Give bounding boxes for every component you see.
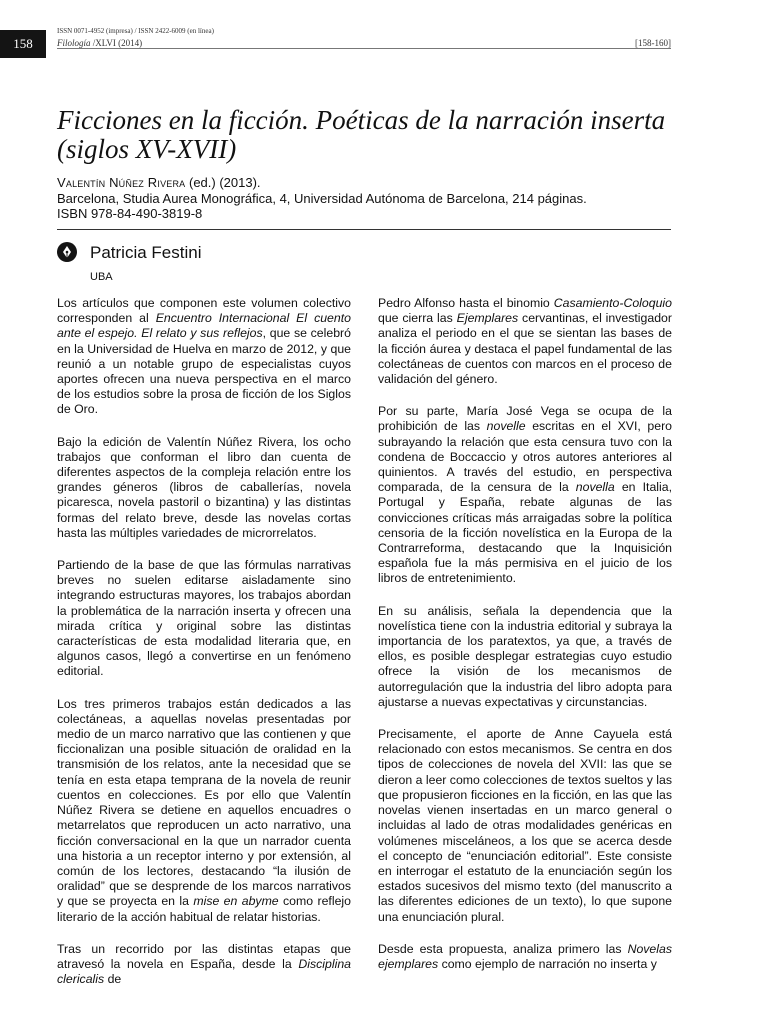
reference-author-line	[57, 175, 677, 191]
book-isbn: ISBN 978-84-490-3819-8	[57, 206, 203, 221]
journal-issue: /XLVI (2014)	[90, 38, 143, 48]
paragraph: Tras un recorrido por las distintas etapas que atravesó la novela en España, desde la Disciplina clericalis de	[57, 941, 351, 987]
header-divider	[57, 48, 671, 49]
body-column-left	[57, 296, 351, 1004]
reference-divider	[57, 229, 671, 230]
review-title: Ficciones en la ficción. Poéticas de la narración inserta (siglos XV-XVII)	[57, 105, 666, 164]
body-column-right	[378, 296, 672, 989]
paragraph: Bajo la edición de Valentín Núñez Rivera, los ocho trabajos que conforman el libro dan cuenta de diferentes aspectos de la compleja relación entre los grandes géneros (libros de caballerías, novela picaresca, novela pastoril o bizantina) y las distintas formas del relato breve, desde las novelas cortas hasta las múltiples variedades de microrrelatos.	[57, 434, 351, 540]
reviewer-name: Patricia Festini	[90, 243, 202, 262]
book-publication: Barcelona, Studia Aurea Monográfica, 4, Universidad Autónoma de Barcelona, 214 páginas.	[57, 190, 587, 206]
paragraph: Los tres primeros trabajos están dedicados a las colectáneas, a aquellas novelas presentadas por medio de un marco narrativo que las contienen y que ficcionalizan una posible situación de oralidad en la transmisión de los relatos, ante la necesidad que se tenía en esta etapa temprana de la novela de reunir cuentos en colecciones. Es por ello que Valentín Núñez Rivera se detiene en aquellos encuadres o metarrelatos que reproducen un acto narrativo, una ficción conversacional en la que un narrador cuenta una historia a un receptor interno y por extensión, al común de los lectores, destacando “la ilusión de oralidad” que se desprende de los marcos narrativos y que se proyecta en la mise en abyme como reflejo literario de la acción habitual de relatar historias.	[57, 696, 351, 924]
pen-nib-icon	[57, 242, 77, 262]
journal-name: Filología	[57, 38, 91, 48]
paragraph: Desde esta propuesta, analiza primero las Novelas ejemplares como ejemplo de narración no inserta y	[378, 941, 672, 971]
paragraph: Precisamente, el aporte de Anne Cayuela está relacionado con estos mecanismos. Se centra en dos tipos de colecciones de novela del XVII: las que se dieron a leer como colecciones de textos sueltos y las que propusieron ficciones en la ficción, en las que las novelas vienen insertadas en un marco general o incluidas al lado de otras modalidades genéricas en volúmenes misceláneos, a los que se acerca desde el concepto de “enunciación editorial”. Este consiste en interrogar el estatuto de la enunciación según los estados sucesivos del mismo texto (del manuscrito a las diferentes ediciones de un texto), lo que supone una enunciación plural.	[378, 727, 672, 924]
paragraph: Los artículos que componen este volumen colectivo corresponden al Encuentro Internacional El cuento ante el espejo. El relato y sus reflejos, que se celebró en la Universidad de Huelva en marzo de 2012, y que reunió a un notable grupo de especialistas cuyos aportes ofrecen una nueva perspectiva en el marco de los estudios sobre la prosa de ficción de los Siglos de Oro.	[57, 296, 351, 417]
paragraph: Pedro Alfonso hasta el binomio Casamiento-Coloquio que cierra las Ejemplares cervantinas, el investigador analiza el periodo en el que se sientan las bases de la ficción áurea y destaca el papel fundamental de las colectáneas de cuentos con marcos en el proceso de validación del género.	[378, 296, 672, 387]
book-reference	[57, 175, 677, 222]
book-editor: Valentín Núñez Rivera	[57, 175, 186, 190]
page-number: 158	[0, 30, 46, 58]
reviewer-affiliation: UBA	[90, 271, 113, 283]
book-editor-suffix: (ed.) (2013).	[185, 175, 261, 190]
paragraph: Partiendo de la base de que las fórmulas narrativas breves no suelen editarse aisladamente sino integrando estructuras mayores, los trabajos abordan la problemática de la narración inserta y ofrecen una mirada crítica y original sobre las distintas características de esta modalidad literaria que, en algunos casos, llegó a convertirse en un fenómeno editorial.	[57, 558, 351, 679]
paragraph: Por su parte, María José Vega se ocupa de la prohibición de las novelle escritas en el XVI, pero subrayando la relación que esta censura tuvo con la condena de Boccaccio y otros autores anteriores al quinientos. A través del estudio, en perspectiva comparada, de la censura de la novella en Italia, Portugal y España, rebate algunas de las convicciones críticas más arraigadas sobre la política censoria de la ficción novelística en la Europa de la Contrarreforma, destacando que la Inquisición española fue la más permisiva en el juicio de los libros de entretenimiento.	[378, 404, 673, 586]
page-range: [158-160]	[635, 38, 671, 48]
issn-line: ISSN 0071-4952 (impresa) / ISSN 2422-6009 (en línea)	[57, 27, 214, 35]
journal-citation	[57, 38, 142, 48]
paragraph: En su análisis, señala la dependencia que la novelística tiene con la industria editorial y subraya la importancia de los paratextos, ya que, a través de ellos, es posible desplegar estrategias cuyo estudio ofrece la visión de los mecanismos de autorregulación que la industria del libro adopta para ajustarse a nuevas expectativas y circunstancias.	[378, 603, 672, 709]
